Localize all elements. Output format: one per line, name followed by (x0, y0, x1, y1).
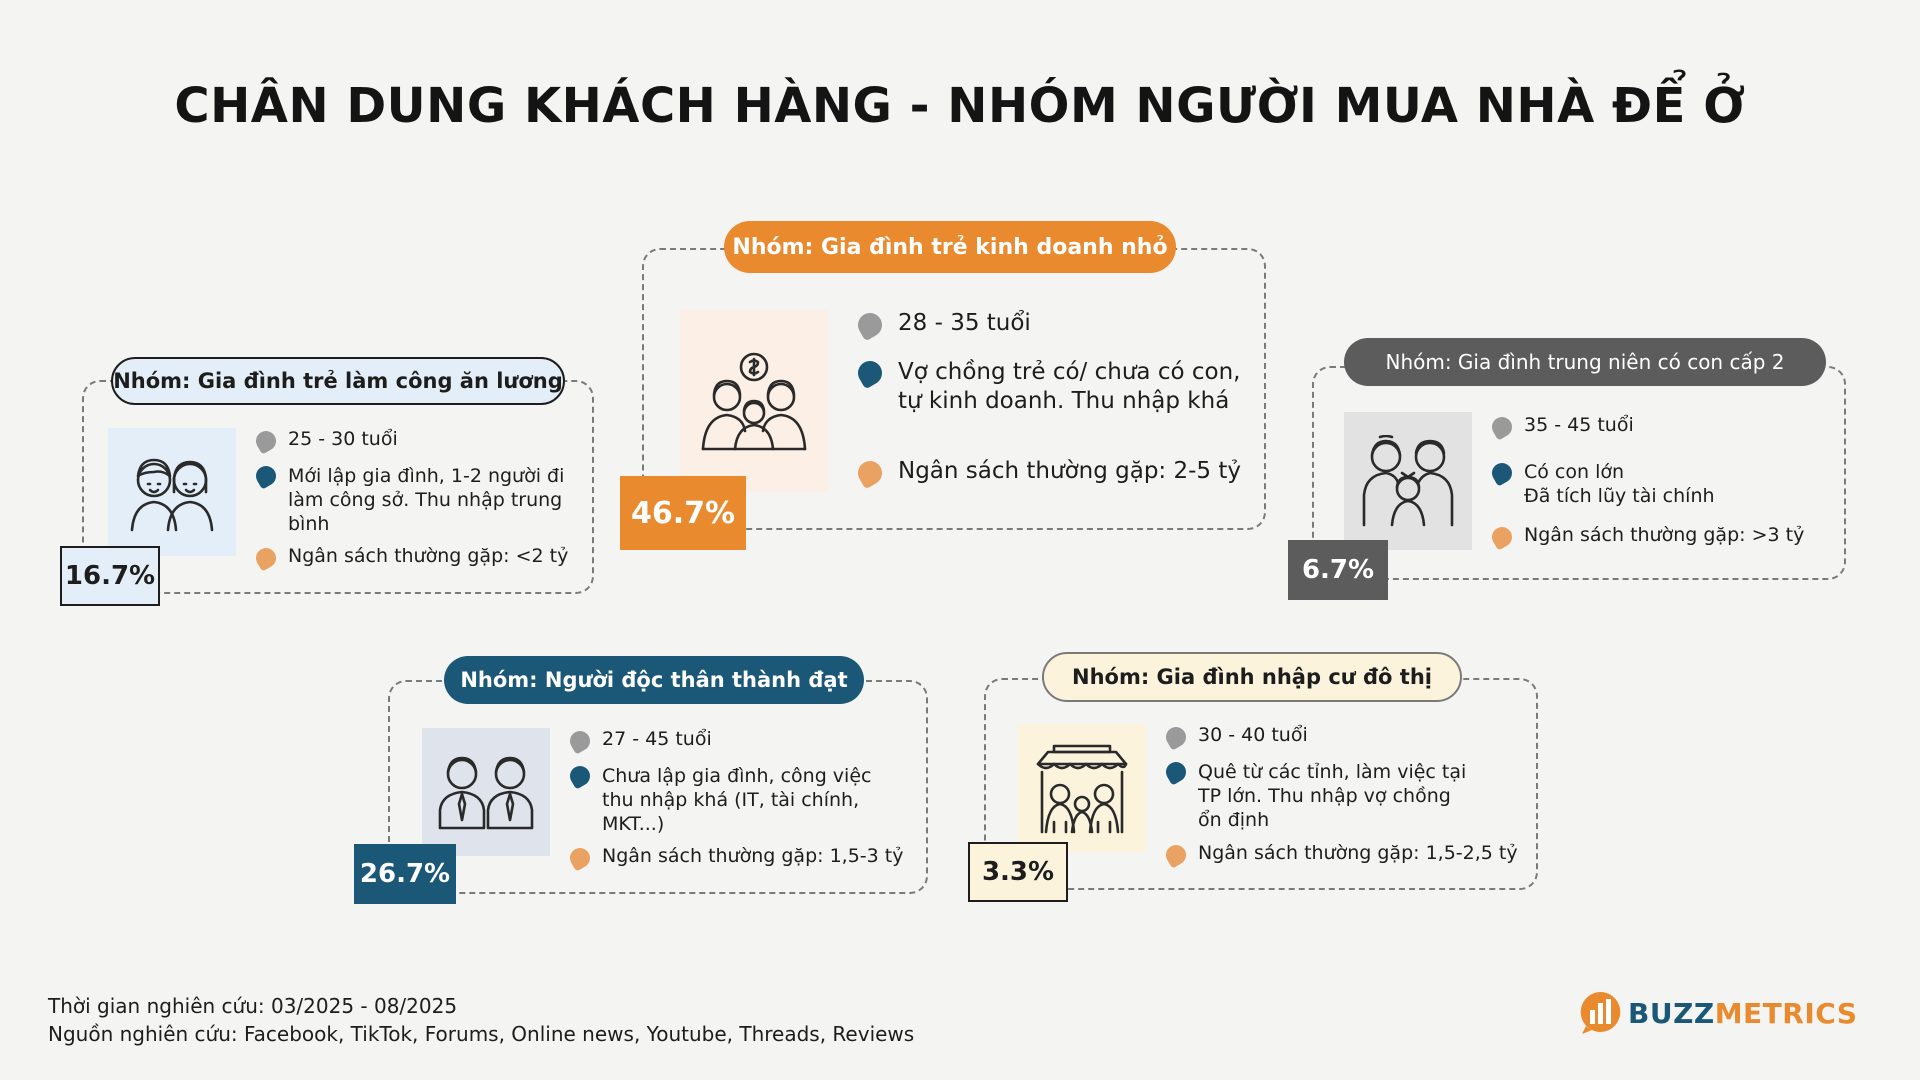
budget-row (570, 845, 920, 868)
age-text: 27 - 45 tuổi (602, 728, 712, 750)
budget-row (858, 458, 1258, 485)
group-label-urban-migrant: Nhóm: Gia đình nhập cư đô thị (1042, 652, 1462, 702)
bullet-icon (1162, 758, 1189, 785)
group-label-young-business: Nhóm: Gia đình trẻ kinh doanh nhỏ (724, 221, 1176, 273)
description-line-1: Có con lớn (1524, 461, 1625, 483)
bullet-icon (566, 762, 593, 789)
age-row (1166, 724, 1516, 747)
bullet-icon (566, 844, 593, 871)
bar-chart-bubble-icon (1578, 990, 1624, 1036)
bullet-icon (1488, 523, 1515, 550)
description-row (570, 764, 890, 836)
percent-badge-young-salaried: 16.7% (60, 546, 160, 606)
bullet-icon (854, 357, 887, 390)
bullet-icon (1162, 841, 1189, 868)
age-text: 25 - 30 tuổi (288, 428, 398, 450)
description-text: Quê từ các tỉnh, làm việc tại TP lớn. Thu nhập vợ chồng ổn định (1198, 761, 1467, 831)
age-text: 28 - 35 tuổi (898, 310, 1031, 336)
businessmen-icon (422, 728, 550, 856)
age-text: 35 - 45 tuổi (1524, 414, 1634, 436)
percent-badge-urban-migrant: 3.3% (968, 842, 1068, 902)
budget-text: Ngân sách thường gặp: 1,5-3 tỷ (602, 845, 904, 867)
budget-text: Ngân sách thường gặp: >3 tỷ (1524, 524, 1805, 546)
budget-text: Ngân sách thường gặp: <2 tỷ (288, 545, 569, 567)
description-row (256, 464, 576, 536)
description-row (1492, 460, 1822, 508)
description-text: Mới lập gia đình, 1-2 người đi làm công sở. Thu nhập trung bình (288, 465, 565, 535)
budget-text: Ngân sách thường gặp: 1,5-2,5 tỷ (1198, 842, 1518, 864)
age-text: 30 - 40 tuổi (1198, 724, 1308, 746)
description-row (1166, 760, 1486, 832)
age-row (1492, 414, 1822, 437)
budget-text: Ngân sách thường gặp: 2-5 tỷ (898, 458, 1241, 484)
young-couple-icon (108, 428, 236, 556)
page-title: CHÂN DUNG KHÁCH HÀNG - NHÓM NGƯỜI MUA NHÀ ĐỂ Ở (174, 78, 1746, 134)
description-line-2: Đã tích lũy tài chính (1524, 485, 1715, 507)
research-period: Thời gian nghiên cứu: 03/2025 - 08/2025 (48, 994, 458, 1018)
family-shop-icon (1018, 724, 1146, 852)
research-sources: Nguồn nghiên cứu: Facebook, TikTok, Forums, Online news, Youtube, Threads, Reviews (48, 1022, 915, 1046)
description-text (1524, 460, 1715, 508)
bullet-icon (854, 457, 887, 490)
bullet-icon (252, 544, 279, 571)
description-text: Vợ chồng trẻ có/ chưa có con, tự kinh doanh. Thu nhập khá (898, 359, 1241, 414)
middle-aged-family-icon (1344, 412, 1472, 550)
logo-word-metrics: METRICS (1714, 996, 1858, 1030)
budget-row (1492, 524, 1832, 547)
bullet-icon (854, 309, 887, 342)
age-row (858, 310, 1248, 337)
bullet-icon (1162, 723, 1189, 750)
bullet-icon (1488, 413, 1515, 440)
group-label-middle-aged: Nhóm: Gia đình trung niên có con cấp 2 (1344, 338, 1826, 386)
buzzmetrics-logo (1578, 990, 1858, 1036)
percent-badge-middle-aged: 6.7% (1288, 540, 1388, 600)
bullet-icon (252, 462, 279, 489)
percent-badge-young-business: 46.7% (620, 476, 746, 550)
budget-row (1166, 842, 1526, 865)
bullet-icon (252, 427, 279, 454)
description-text: Chưa lập gia đình, công việc thu nhập khá (IT, tài chính, MKT...) (602, 765, 872, 835)
budget-row (256, 545, 586, 568)
percent-badge-single-successful: 26.7% (354, 844, 456, 904)
age-row (256, 428, 576, 451)
age-row (570, 728, 910, 751)
group-label-single-successful: Nhóm: Người độc thân thành đạt (444, 656, 864, 704)
family-money-icon (680, 310, 828, 492)
bullet-icon (1488, 459, 1515, 486)
bullet-icon (566, 727, 593, 754)
group-label-young-salaried: Nhóm: Gia đình trẻ làm công ăn lương (111, 357, 565, 405)
description-row (858, 358, 1248, 416)
logo-word-buzz: BUZZ (1628, 996, 1715, 1030)
